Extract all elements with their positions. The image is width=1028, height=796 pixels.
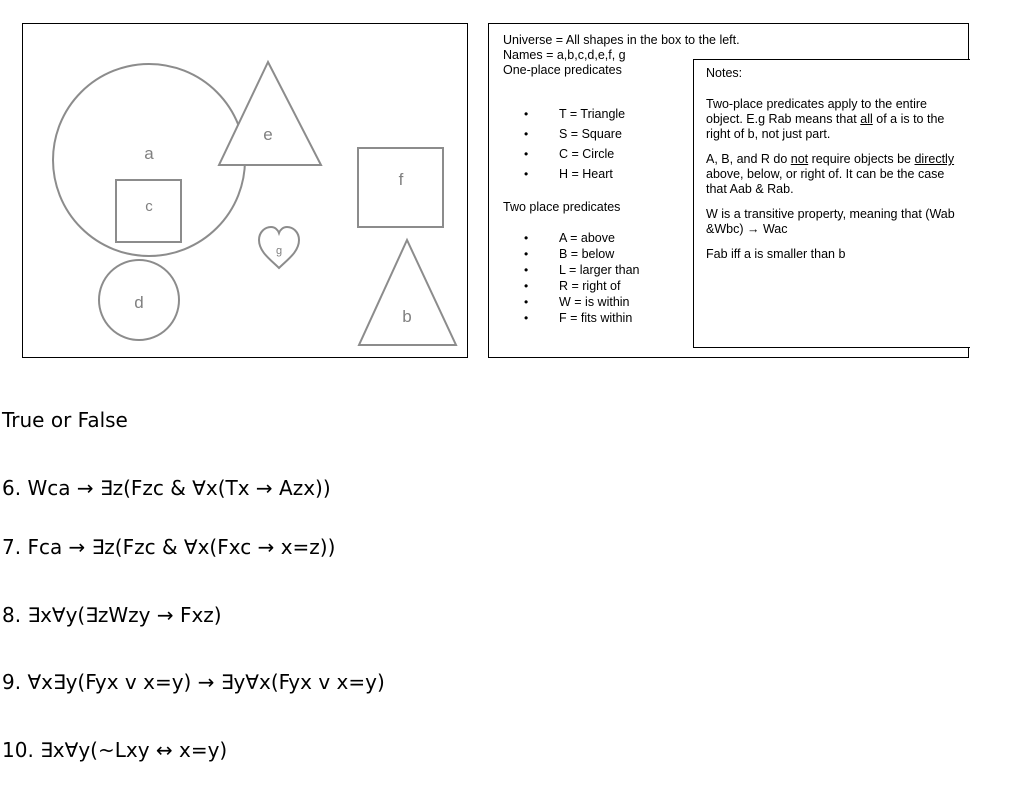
note-fits-within: Fab iff a is smaller than b [706, 247, 846, 261]
list-item: • R = right of [524, 279, 621, 293]
label-d: d [134, 293, 144, 312]
list-item: • H = Heart [489, 164, 689, 184]
label-f: f [398, 170, 404, 189]
list-item: • W = is within [524, 295, 630, 309]
note-not-directly: A, B, and R do not require objects be directly above, below, or right of. It can be the case that Aab & Rab. [706, 152, 955, 196]
list-item: • F = fits within [524, 311, 633, 325]
one-place-list [489, 104, 689, 184]
notes-title: Notes: [706, 66, 743, 80]
info-panel [488, 23, 969, 358]
list-item: • T = Triangle [489, 104, 689, 124]
question-9: 9. ∀x∃y(Fyx v x=y) → ∃y∀x(Fyx v x=y) [2, 670, 385, 694]
universe-text: Universe = All shapes in the box to the left. [503, 33, 740, 47]
question-7: 7. Fca → ∃z(Fzc & ∀x(Fxc → x=z)) [2, 535, 336, 559]
list-item: • S = Square [489, 124, 689, 144]
list-item: • B = below [524, 247, 615, 261]
shapes-canvas [23, 24, 469, 359]
list-item: • C = Circle [489, 144, 689, 164]
bullet-icon: • [524, 295, 529, 309]
one-place-heading: One-place predicates [503, 63, 622, 77]
bullet-icon: • [524, 311, 529, 325]
label-b: b [402, 307, 412, 326]
question-8: 8. ∃x∀y(∃zWzy → Fxz) [2, 603, 222, 627]
bullet-icon: • [524, 247, 529, 261]
question-10: 10. ∃x∀y(~Lxy ↔ x=y) [2, 738, 228, 762]
bullet-icon: • [524, 279, 529, 293]
question-6: 6. Wca → ∃z(Fzc & ∀x(Tx → Azx)) [2, 476, 331, 500]
label-a: a [144, 144, 154, 163]
note-whole-object: Two-place predicates apply to the entire object. E.g Rab means that all of a is to the right of b, not just part. [706, 97, 945, 141]
note-transitive: W is a transitive property, meaning that (Wab &Wbc) → Wac [706, 207, 955, 236]
shapes-diagram [22, 23, 468, 358]
bullet-icon: • [524, 147, 529, 161]
bullet-icon: • [524, 107, 529, 121]
questions-heading: True or False [2, 408, 128, 432]
names-text: Names = a,b,c,d,e,f, g [503, 48, 626, 62]
list-item: • A = above [524, 231, 615, 245]
notes-box [693, 59, 970, 348]
triangle-e [219, 62, 321, 165]
two-place-list [489, 230, 689, 326]
two-place-heading: Two place predicates [503, 200, 621, 214]
bullet-icon: • [524, 263, 529, 277]
list-item: • L = larger than [524, 263, 640, 277]
bullet-icon: • [524, 167, 529, 181]
triangle-b [359, 240, 456, 345]
label-g: g [275, 245, 283, 257]
bullet-icon: • [524, 231, 529, 245]
label-c: c [145, 198, 153, 215]
bullet-icon: • [524, 127, 529, 141]
label-e: e [263, 125, 273, 144]
